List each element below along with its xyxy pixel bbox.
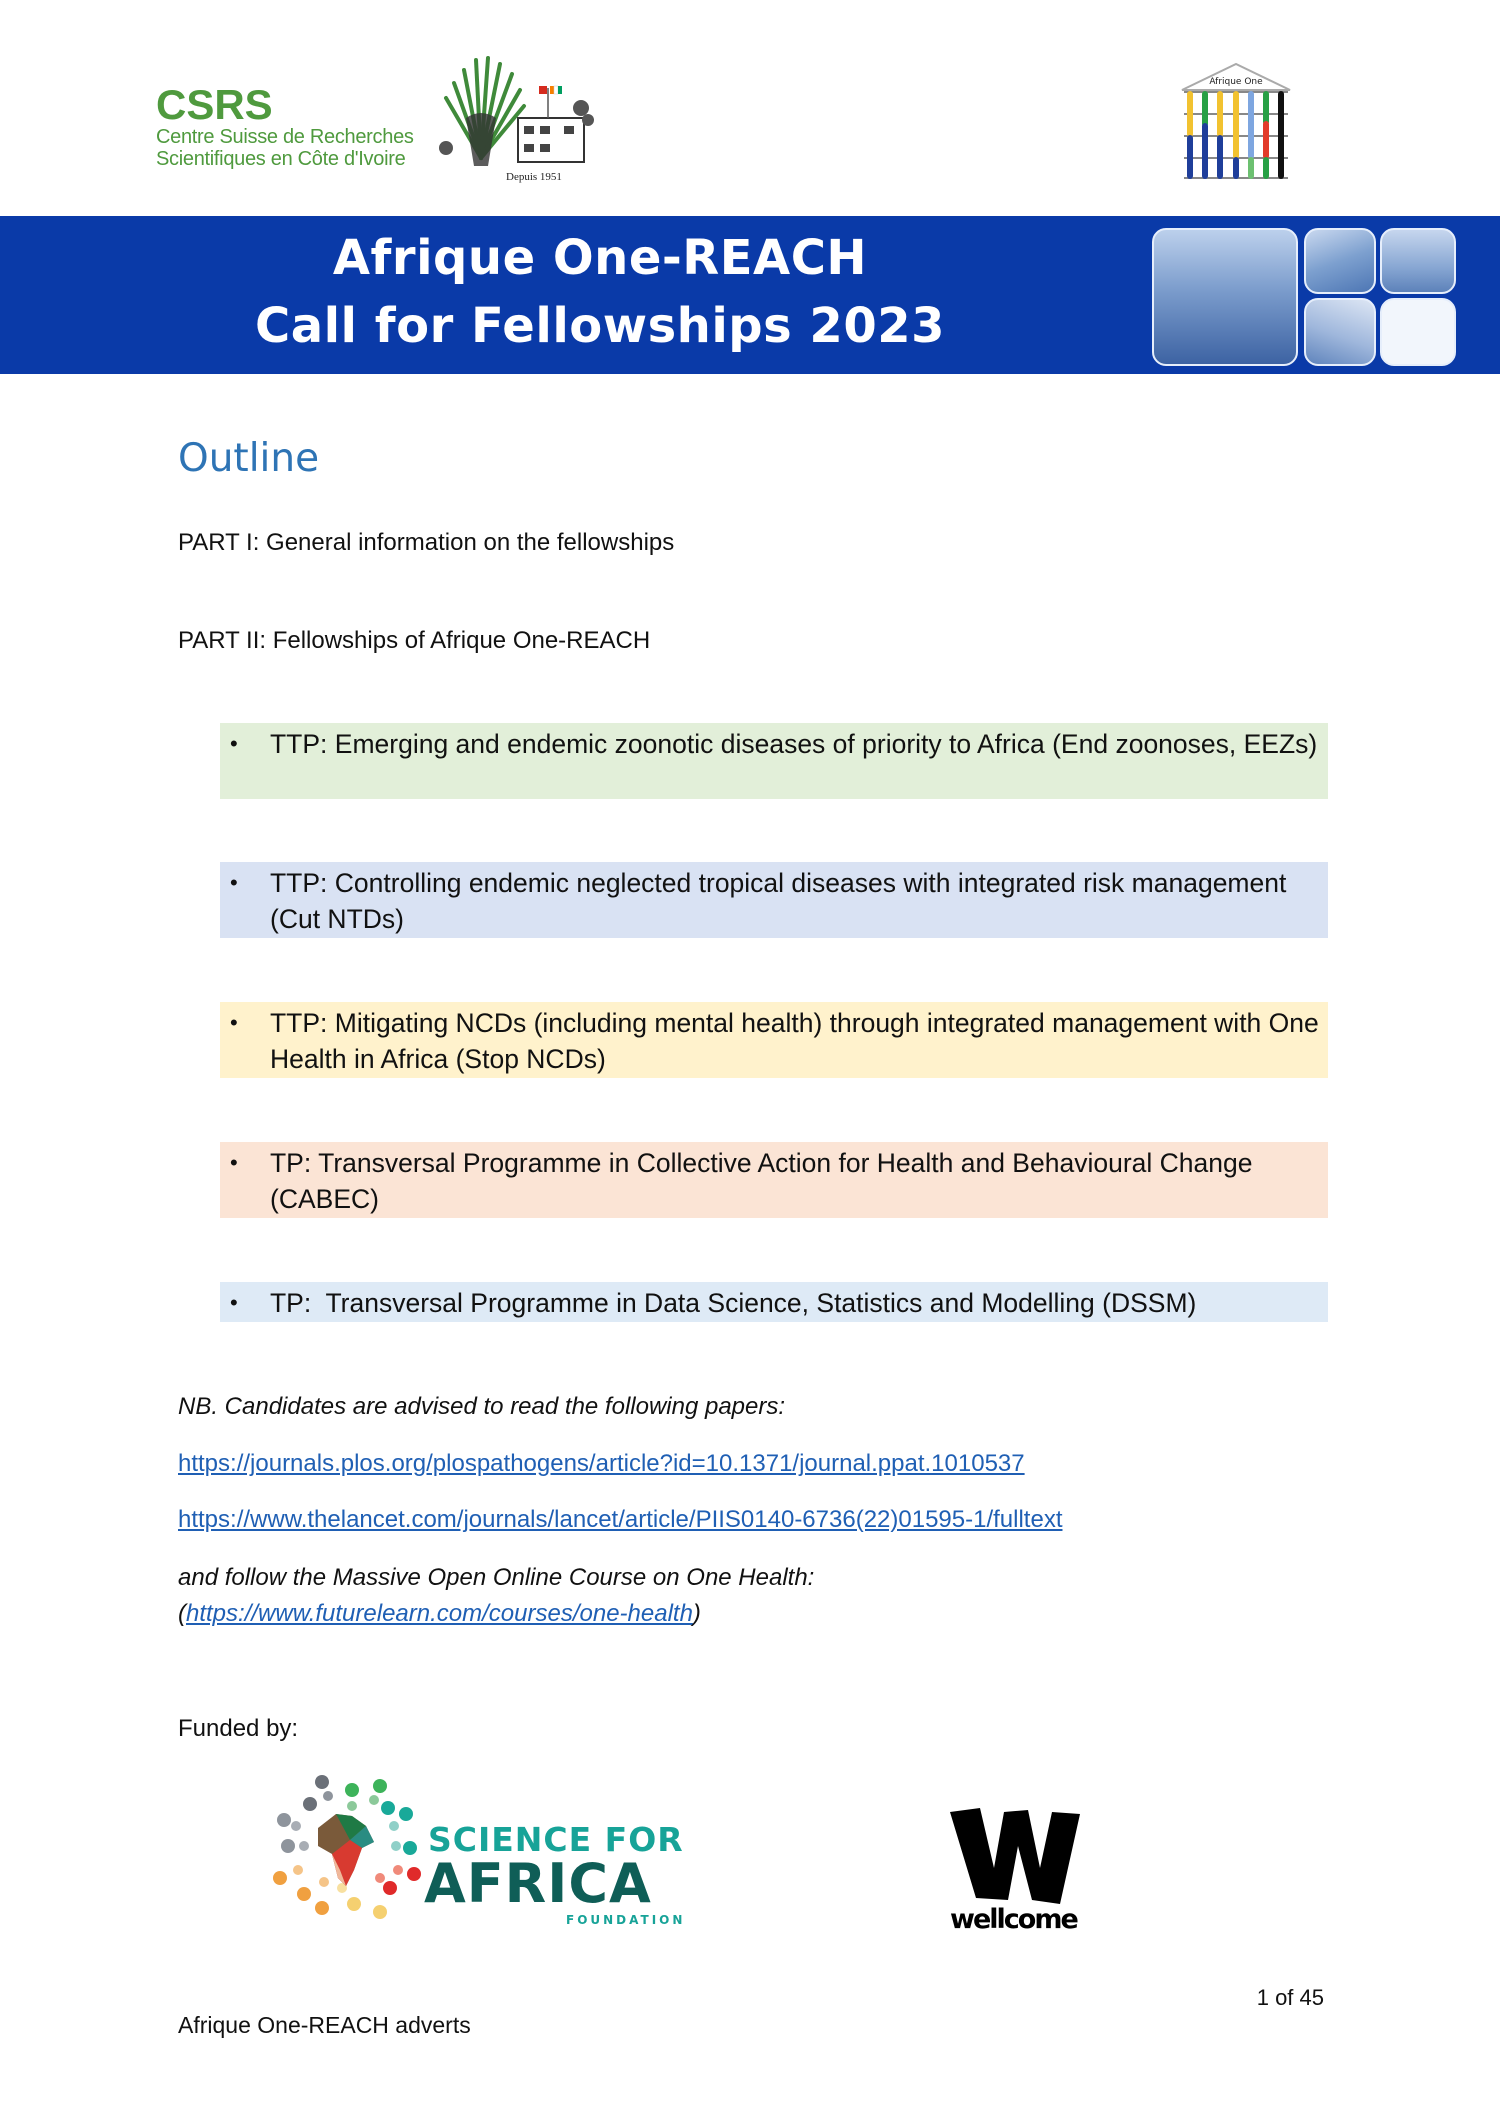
- csrs-logo: [156, 44, 596, 194]
- family-photo: [1152, 228, 1298, 366]
- banner-photo-collage: [1152, 228, 1458, 366]
- bullet-icon: •: [230, 731, 238, 756]
- footer-text: Afrique One-REACH adverts: [178, 2012, 471, 2038]
- africa-text: AFRICA: [424, 1852, 652, 1915]
- science-for-text: SCIENCE FOR: [428, 1820, 684, 1859]
- wellcome-wordmark: wellcome: [950, 1904, 1077, 1935]
- page-number: 1 of 45: [1256, 1985, 1324, 2010]
- afrique-one-logo-label: Afrique One: [1209, 77, 1263, 87]
- outline-heading: Outline: [178, 436, 320, 481]
- tree-photo: [1380, 228, 1456, 294]
- africa-dots-icon: [270, 1770, 430, 1930]
- programme-label: TTP: Emerging and endemic zoonotic diseases of priority to Africa (End zoonoses, EEZs): [270, 729, 1318, 759]
- plos-pathogens-link[interactable]: https://journals.plos.org/plospathogens/article?id=10.1371/journal.ppat.1010537: [178, 1450, 1025, 1477]
- bullet-icon: •: [230, 870, 238, 895]
- wellcome-w-icon: [948, 1806, 1082, 1906]
- csrs-logo-text: [156, 81, 414, 170]
- banner-title-line1: Afrique One-REACH: [332, 230, 868, 286]
- programme-label: TP: Transversal Programme in Data Science, Statistics and Modelling (DSSM): [270, 1288, 1197, 1318]
- csrs-name-line2: Scientifiques en Côte d'Ivoire: [156, 148, 406, 170]
- banner-title-line2: Call for Fellowships 2023: [254, 298, 946, 354]
- futurelearn-link[interactable]: https://www.futurelearn.com/courses/one-health: [186, 1600, 693, 1627]
- bullet-icon: •: [230, 1010, 238, 1035]
- csrs-abbreviation: CSRS: [156, 81, 273, 128]
- programme-item-cabec: [220, 1142, 1328, 1218]
- csrs-name-line1: Centre Suisse de Recherches: [156, 126, 414, 148]
- programme-label: TTP: Mitigating NCDs (including mental health) through integrated management with One Health in Africa (Stop NCDs): [270, 1008, 1319, 1074]
- palm-tree-building-icon: [426, 48, 596, 178]
- reading-note: NB. Candidates are advised to read the following papers:: [178, 1393, 786, 1420]
- science-for-africa-logo: [270, 1770, 690, 1935]
- mooc-link-line: [178, 1600, 701, 1628]
- foundation-text: FOUNDATION: [566, 1913, 686, 1927]
- programme-item-cut-ntds: [220, 862, 1328, 938]
- one-health-diagram: [1380, 298, 1456, 366]
- bullet-icon: •: [230, 1150, 238, 1175]
- lancet-link[interactable]: https://www.thelancet.com/journals/lancet/article/PIIS0140-6736(22)01595-1/fulltext: [178, 1506, 1063, 1533]
- programme-item-dssm: [220, 1282, 1328, 1322]
- paren-close: ): [692, 1600, 701, 1627]
- mooc-note: and follow the Massive Open Online Course on One Health:: [178, 1564, 815, 1591]
- title-banner: [0, 216, 1500, 374]
- programme-label: TTP: Controlling endemic neglected tropical diseases with integrated risk management (Cut NTDs): [270, 868, 1287, 934]
- bullet-icon: •: [230, 1290, 238, 1315]
- livestock-photo: [1304, 228, 1376, 294]
- part2-item: PART II: Fellowships of Afrique One-REACH: [178, 627, 651, 654]
- funded-by-label: Funded by:: [178, 1715, 299, 1742]
- programme-item-eezs: [220, 723, 1328, 799]
- afrique-one-logo: [1178, 62, 1294, 180]
- wellcome-logo: [948, 1796, 1088, 1936]
- csrs-since: Depuis 1951: [506, 171, 562, 183]
- laboratory-photo: [1304, 298, 1376, 366]
- part1-item: PART I: General information on the fellowships: [178, 529, 675, 556]
- programme-label: TP: Transversal Programme in Collective Action for Health and Behavioural Change (CABEC): [270, 1148, 1253, 1214]
- paren-open: (: [178, 1600, 186, 1627]
- programme-item-stop-ncds: [220, 1002, 1328, 1078]
